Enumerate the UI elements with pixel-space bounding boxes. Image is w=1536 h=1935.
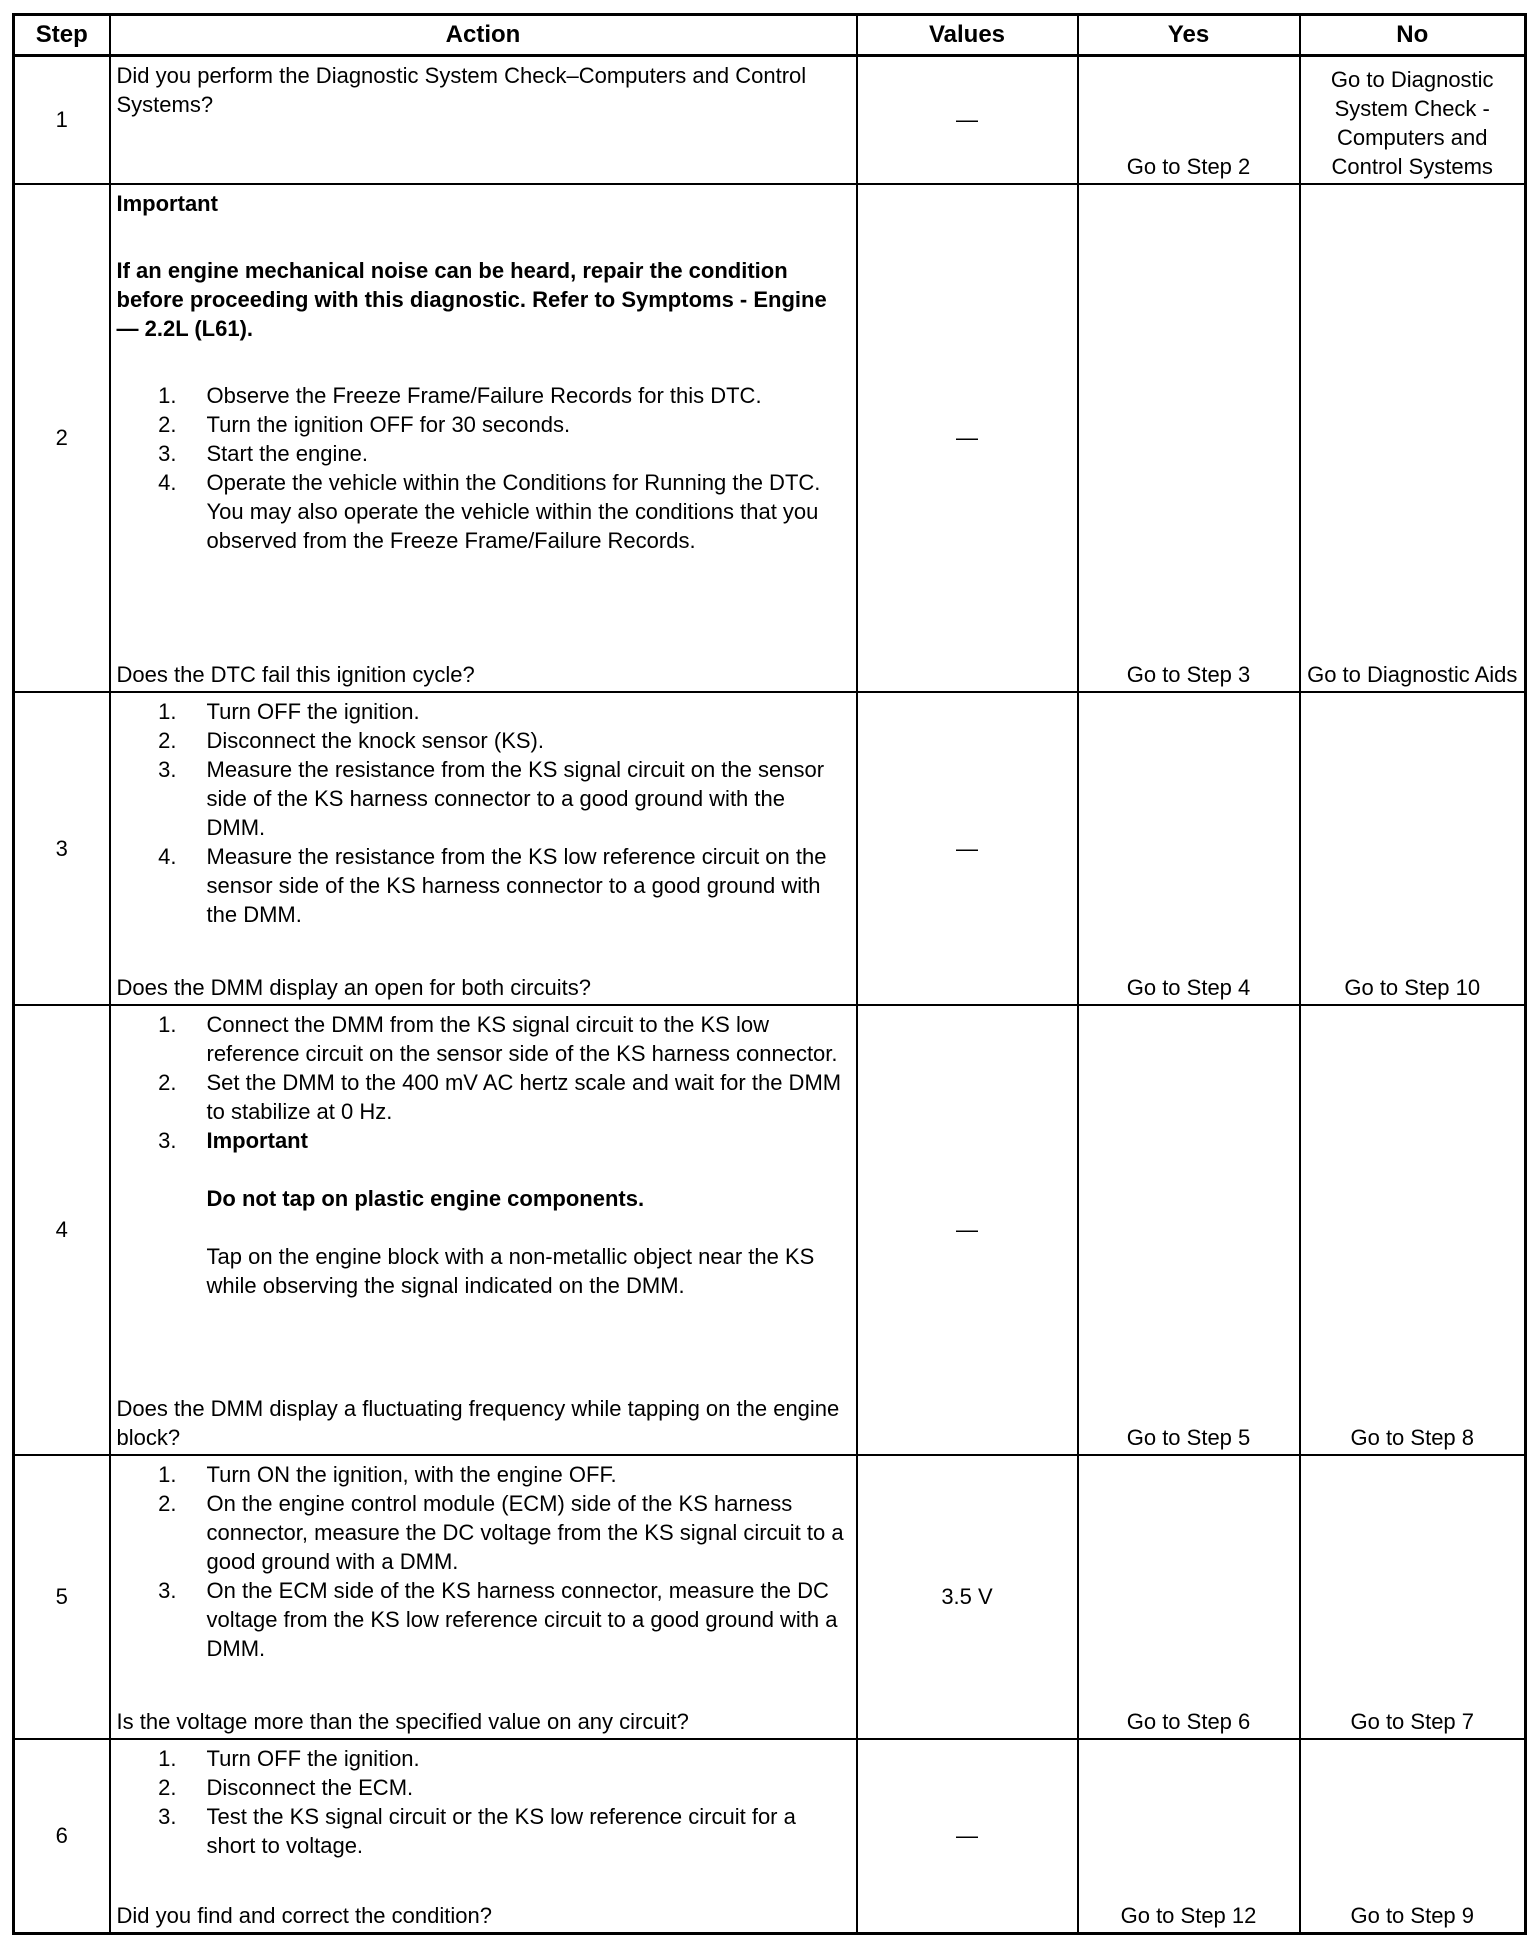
list-item: 2. Disconnect the ECM. bbox=[158, 1774, 414, 1800]
header-no: No bbox=[1300, 15, 1526, 56]
list-item: 1. Turn OFF the ignition. bbox=[158, 698, 420, 724]
yes-cell: Go to Step 3 bbox=[1078, 184, 1300, 692]
step-text: Tap on the engine block with a non-metallic object near the KS while observing the signal indicated on the DMM. bbox=[206, 1243, 815, 1298]
list-item: 2. Disconnect the knock sensor (KS). bbox=[158, 727, 544, 753]
list-item: 1. Turn ON the ignition, with the engine OFF. bbox=[158, 1461, 617, 1487]
no-cell: Go to Step 8 bbox=[1300, 1005, 1526, 1455]
yes-cell: Go to Step 4 bbox=[1078, 692, 1300, 1005]
header-step: Step bbox=[14, 15, 110, 56]
table-row-step-4 bbox=[14, 1005, 1526, 1455]
value-cell: — bbox=[857, 56, 1078, 184]
no-cell: Go to Step 10 bbox=[1300, 692, 1526, 1005]
table-row-step-2 bbox=[14, 184, 1526, 692]
value-cell: — bbox=[857, 1005, 1078, 1455]
no-cell: Go to Diagnostic System Check - Computers and Control Systems bbox=[1300, 56, 1526, 184]
list-item: 3. Start the engine. bbox=[158, 440, 368, 466]
header-values: Values bbox=[857, 15, 1078, 56]
table-row-step-1 bbox=[14, 56, 1526, 184]
list-item: 3. On the ECM side of the KS harness connector, measure the DC voltage from the KS low reference circuit to a good ground with a DMM. bbox=[158, 1577, 838, 1661]
step-number: 5 bbox=[14, 1455, 110, 1739]
value-cell: 3.5 V bbox=[857, 1455, 1078, 1739]
list-item: 2. Turn the ignition OFF for 30 seconds. bbox=[158, 411, 571, 437]
yes-cell: Go to Step 6 bbox=[1078, 1455, 1300, 1739]
important-text: Do not tap on plastic engine components. bbox=[206, 1185, 645, 1211]
important-label: Important bbox=[116, 190, 218, 216]
step-number: 1 bbox=[14, 56, 110, 184]
no-cell: Go to Diagnostic Aids bbox=[1300, 184, 1526, 692]
header-action: Action bbox=[110, 15, 857, 56]
diagnostic-table bbox=[12, 13, 1527, 1935]
action-question: Is the voltage more than the specified value on any circuit? bbox=[116, 1708, 689, 1734]
header-row bbox=[14, 15, 1526, 56]
action-steps-list bbox=[117, 1460, 850, 1663]
list-item: 1. Connect the DMM from the KS signal circuit to the KS low reference circuit on the sensor side of the KS harness connector. bbox=[158, 1011, 838, 1066]
list-item: 4. Measure the resistance from the KS low reference circuit on the sensor side of the KS harness connector to a good ground with the DMM. bbox=[158, 843, 827, 927]
step-number: 6 bbox=[14, 1739, 110, 1934]
header-yes: Yes bbox=[1078, 15, 1300, 56]
action-question: Did you find and correct the condition? bbox=[116, 1903, 492, 1928]
action-cell bbox=[110, 1739, 857, 1934]
list-item: 2. On the engine control module (ECM) side of the KS harness connector, measure the DC voltage from the KS signal circuit to a good ground with a DMM. bbox=[158, 1490, 844, 1574]
action-cell bbox=[110, 184, 857, 692]
action-cell bbox=[110, 1005, 857, 1455]
action-cell bbox=[110, 56, 857, 184]
table-row-step-6 bbox=[14, 1739, 1526, 1934]
action-cell bbox=[110, 1455, 857, 1739]
table-row-step-5 bbox=[14, 1455, 1526, 1739]
list-item: 3. Important Do not tap on plastic engine components. Tap on the engine block with a non-metallic object near the KS while observing the signal indicated on the DMM. bbox=[117, 1126, 850, 1300]
list-item: 2. Set the DMM to the 400 mV AC hertz scale and wait for the DMM to stabilize at 0 Hz. bbox=[158, 1069, 842, 1124]
step-number: 2 bbox=[14, 184, 110, 692]
list-item: 3. Measure the resistance from the KS signal circuit on the sensor side of the KS harness connector to a good ground with the DMM. bbox=[158, 756, 825, 840]
value-cell: — bbox=[857, 692, 1078, 1005]
action-question: Does the DMM display a fluctuating frequency while tapping on the engine block? bbox=[116, 1395, 840, 1450]
table-row-step-3 bbox=[14, 692, 1526, 1005]
no-cell: Go to Step 9 bbox=[1300, 1739, 1526, 1934]
important-text: If an engine mechanical noise can be heard, repair the condition before proceeding with this diagnostic. Refer to Symptoms - Engine — 2.2L (L61). bbox=[116, 257, 827, 341]
list-item: 1. Turn OFF the ignition. bbox=[158, 1745, 420, 1771]
step-number: 4 bbox=[14, 1005, 110, 1455]
yes-cell: Go to Step 12 bbox=[1078, 1739, 1300, 1934]
yes-cell: Go to Step 2 bbox=[1078, 56, 1300, 184]
list-item: 3. Test the KS signal circuit or the KS low reference circuit for a short to voltage. bbox=[158, 1803, 796, 1858]
important-label: Important bbox=[206, 1127, 308, 1153]
action-question: Did you perform the Diagnostic System Check–Computers and Control Systems? bbox=[116, 63, 807, 117]
action-question: Does the DMM display an open for both circuits? bbox=[116, 974, 591, 1000]
value-cell: — bbox=[857, 1739, 1078, 1934]
action-steps-list bbox=[117, 697, 850, 929]
action-steps-list bbox=[117, 1010, 850, 1300]
list-item: 1. Observe the Freeze Frame/Failure Records for this DTC. bbox=[158, 382, 762, 408]
list-item: 4. Operate the vehicle within the Conditions for Running the DTC. You may also operate the vehicle within the conditions that you observed from the Freeze Frame/Failure Records. bbox=[158, 469, 821, 553]
step-number: 3 bbox=[14, 692, 110, 1005]
yes-cell: Go to Step 5 bbox=[1078, 1005, 1300, 1455]
action-cell bbox=[110, 692, 857, 1005]
action-steps-list bbox=[117, 381, 850, 555]
value-cell: — bbox=[857, 184, 1078, 692]
action-question: Does the DTC fail this ignition cycle? bbox=[116, 661, 475, 687]
no-cell: Go to Step 7 bbox=[1300, 1455, 1526, 1739]
action-steps-list bbox=[117, 1744, 850, 1860]
